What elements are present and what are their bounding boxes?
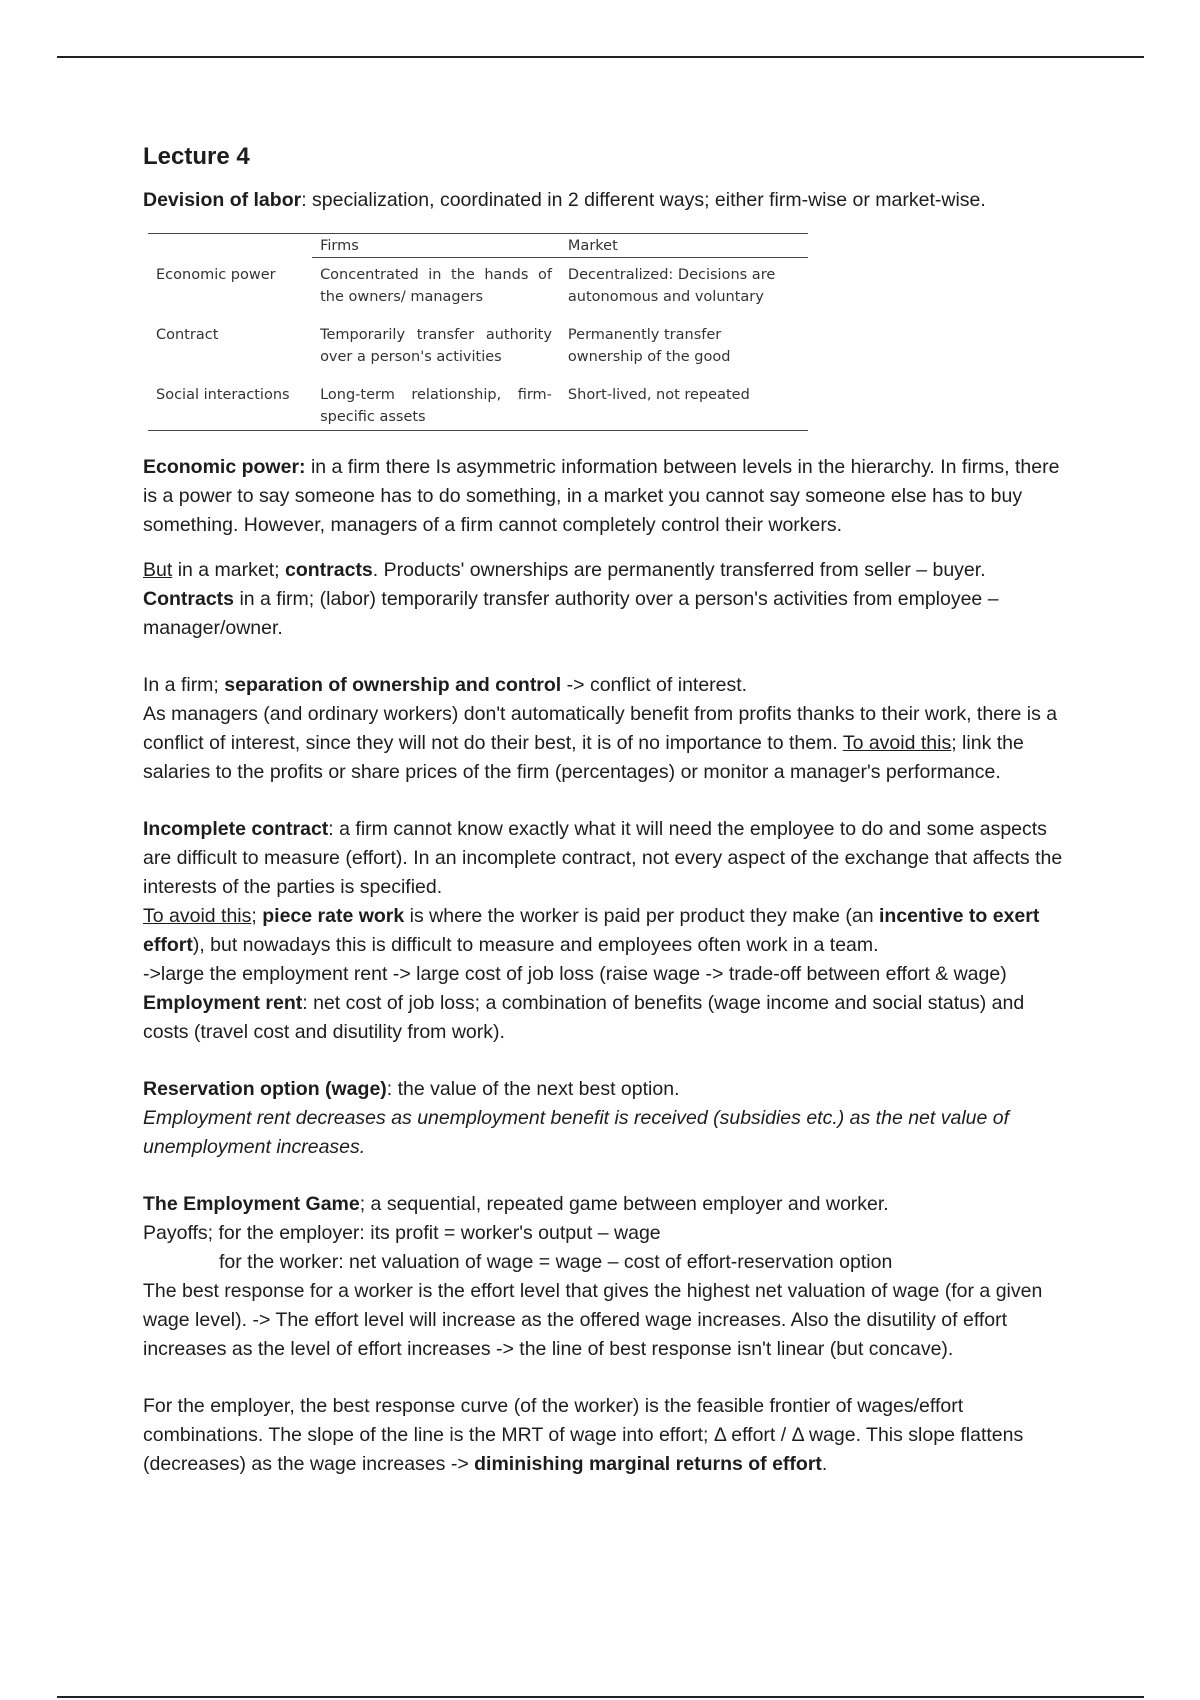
table-cell: Short-lived, not repeated [560,378,808,431]
header-rule [57,56,1144,58]
worker-payoff-line: for the worker: net valuation of wage = wage – cost of effort-reservation option [219,1251,893,1273]
intro-term: Devision of labor [143,189,302,211]
table-row [148,318,808,378]
table-header-cell [148,234,312,258]
table-cell: Concentrated in the hands of the owners/ managers [320,267,552,305]
incomplete-contract-paragraph: Incomplete contract: a firm cannot know exactly what it will need the employee to do and some aspects are difficult to measure (effort). In an incomplete contract, not every aspect of the exchange that affects the interests of the parties is specified. To avoid this; piece rate work is where the worker is paid per product they make (an incentive to exert effort), but nowadays this is difficult to measure and employees often work in a team. ->large the employment rent -> large cost of job loss (raise wage -> trade-off between effort & wage) Employment rent: net cost of job loss; a combination of benefits (wage income and social status) and costs (travel cost and disutility from work). [143,818,1063,1043]
contracts-paragraph: But in a market; contracts. Products' ownerships are permanently transferred from seller – buyer. Contracts in a firm; (labor) temporarily transfer authority over a person's activities from employee – manager/owner. [143,559,999,639]
table-cell: Contract [156,327,219,343]
document-body [143,140,1063,1479]
table-cell: Decentralized: Decisions are autonomous and voluntary [567,267,776,305]
footer-rule [57,1696,1144,1698]
intro-paragraph: Devision of labor: specialization, coordinated in 2 different ways; either firm-wise or market-wise. [143,189,986,211]
table-cell: Permanently transfer ownership of the good [567,327,731,365]
table-cell: Social interactions [148,378,312,431]
employer-frontier-paragraph: For the employer, the best response curve (of the worker) is the feasible frontier of wages/effort combinations. The slope of the line is the MRT of wage into effort; Δ effort / Δ wage. This slope flattens (decreases) as the wage increases -> diminishing marginal returns of effort. [143,1395,1024,1475]
page-title: Lecture 4 [143,143,250,170]
table-row [148,258,808,319]
table-cell: Economic power [156,266,276,283]
table-header-firms: Firms [312,234,560,258]
term-bold: Economic power: [143,456,306,478]
table-header-market: Market [560,234,808,258]
reservation-option-paragraph: Reservation option (wage): the value of the next best option. Employment rent decreases as unemployment benefit is received (subsidies etc.) as the net value of unemployment increases. [143,1078,1010,1158]
table-cell: Temporarily transfer authority over a person's activities [320,327,552,365]
best-response-paragraph: The best response for a worker is the effort level that gives the highest net valuation of wage (for a given wage level). -> The effort level will increase as the offered wage increases. Also the disutility of effort increases as the level of effort increases -> the line of best response isn't linear (but concave). [143,1280,1043,1360]
table-header-row [148,234,808,258]
table-row [148,378,808,431]
table-cell: Long-term relationship, firm-specific assets [312,378,560,431]
economic-power-paragraph: Economic power: in a firm there Is asymmetric information between levels in the hierarchy. In firms, there is a power to say someone has to do something, in a market you cannot say someone else has to buy something. However, managers of a firm cannot completely control their workers. [143,456,1060,536]
ownership-control-paragraph: In a firm; separation of ownership and control -> conflict of interest. As managers (and ordinary workers) don't automatically benefit from profits thanks to their work, there is a conflict of interest, since they will not do their best, it is of no importance to them. To avoid this; link the salaries to the profits or share prices of the firm (percentages) or monitor a manager's performance. [143,674,1058,783]
comparison-table [148,233,808,431]
employment-game-paragraph: The Employment Game; a sequential, repeated game between employer and worker. Payoffs; for the employer: its profit = worker's output – wage [143,1193,889,1244]
